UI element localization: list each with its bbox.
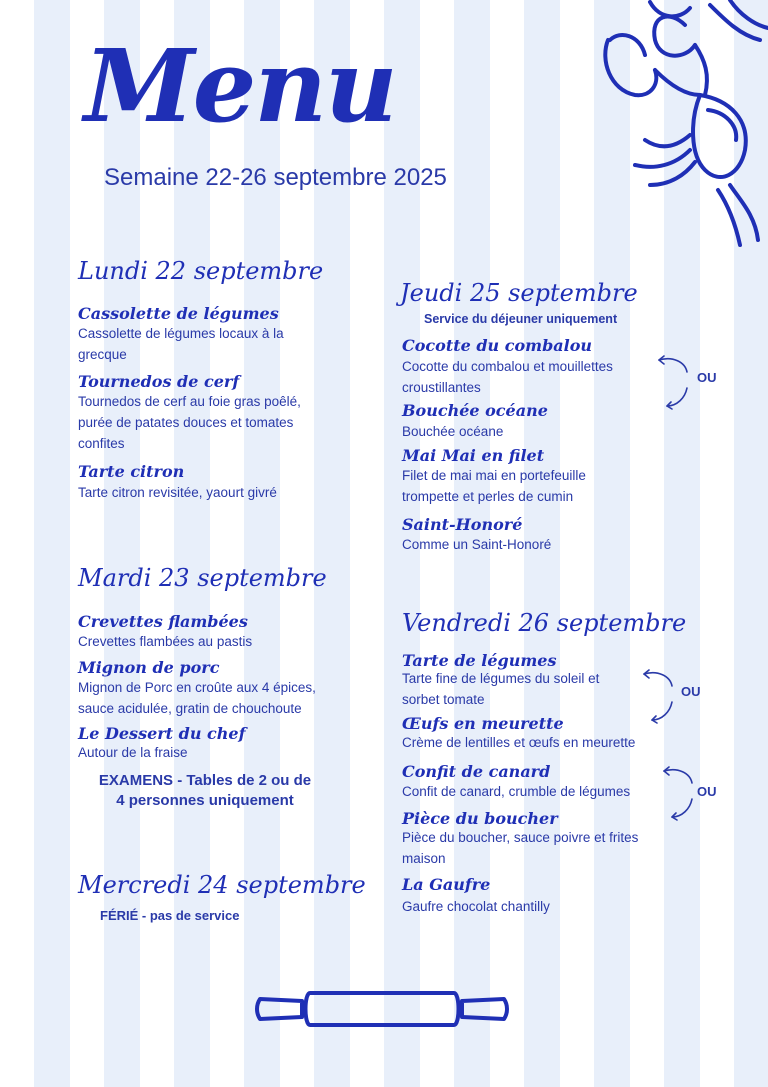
- day-heading-lundi: Lundi 22 septembre: [78, 257, 324, 285]
- dish-description: Crevettes flambées au pastis: [78, 634, 253, 649]
- or-label: OU: [681, 684, 701, 699]
- dish-title: Mignon de porc: [78, 658, 220, 677]
- day-heading-vendredi: Vendredi 26 septembre: [402, 609, 687, 637]
- dish-description: Pièce du boucher, sauce poivre et frites maison: [402, 830, 639, 866]
- day-heading-jeudi: Jeudi 25 septembre: [400, 279, 638, 307]
- dish-title: Tarte citron: [78, 462, 185, 481]
- dish-description: Autour de la fraise: [78, 745, 188, 760]
- exam-note: EXAMENS - Tables de 2 ou de 4 personnes uniquement: [98, 772, 312, 809]
- dish-description: Comme un Saint-Honoré: [402, 537, 552, 552]
- dish-title: Saint-Honoré: [402, 515, 523, 534]
- day-heading-mardi: Mardi 23 septembre: [78, 564, 327, 592]
- dish-title: Pièce du boucher: [402, 809, 558, 828]
- curved-arrow-icon: [660, 765, 700, 825]
- dish-description: Cocotte du combalou et mouillettes croustillantes: [402, 359, 613, 395]
- or-label: OU: [697, 784, 717, 799]
- curved-arrow-icon: [640, 668, 680, 728]
- dish-description: Mignon de Porc en croûte aux 4 épices, sauce acidulée, gratin de chouchoute: [78, 680, 316, 716]
- dish-description: Gaufre chocolat chantilly: [402, 899, 550, 914]
- dish-description: Confit de canard, crumble de légumes: [402, 784, 631, 799]
- dish-description: Filet de mai mai en portefeuille trompette et perles de cumin: [402, 468, 586, 504]
- dish-description: Cassolette de légumes locaux à la grecque: [78, 326, 284, 362]
- or-label: OU: [697, 370, 717, 385]
- dish-description: Tournedos de cerf au foie gras poêlé, purée de patates douces et tomates confites: [78, 394, 301, 451]
- holiday-note: FÉRIÉ - pas de service: [100, 908, 240, 923]
- dish-title: Confit de canard: [402, 762, 551, 781]
- rolling-pin-icon: [254, 985, 514, 1035]
- page-subtitle: Semaine 22-26 septembre 2025: [104, 164, 447, 191]
- lobster-icon: [590, 0, 768, 250]
- dish-title: Tarte de légumes: [402, 651, 557, 670]
- day-heading-mercredi: Mercredi 24 septembre: [78, 871, 366, 899]
- curved-arrow-icon: [655, 352, 695, 412]
- dish-title: Crevettes flambées: [78, 612, 248, 631]
- page-title: Menu: [84, 27, 396, 145]
- dish-title: Cassolette de légumes: [78, 304, 279, 323]
- dish-description: Crème de lentilles et œufs en meurette: [402, 735, 636, 750]
- dish-title: Cocotte du combalou: [402, 336, 593, 355]
- dish-description: Bouchée océane: [402, 424, 504, 439]
- service-note: Service du déjeuner uniquement: [424, 312, 618, 326]
- dish-title: Tournedos de cerf: [78, 372, 240, 391]
- dish-title: Bouchée océane: [402, 401, 548, 420]
- dish-title: La Gaufre: [402, 875, 491, 894]
- dish-title: Le Dessert du chef: [78, 724, 246, 743]
- dish-description: Tarte citron revisitée, yaourt givré: [78, 485, 277, 500]
- dish-title: Mai Mai en filet: [402, 446, 545, 465]
- dish-title: Œufs en meurette: [402, 714, 564, 733]
- dish-description: Tarte fine de légumes du soleil et sorbet tomate: [402, 671, 600, 707]
